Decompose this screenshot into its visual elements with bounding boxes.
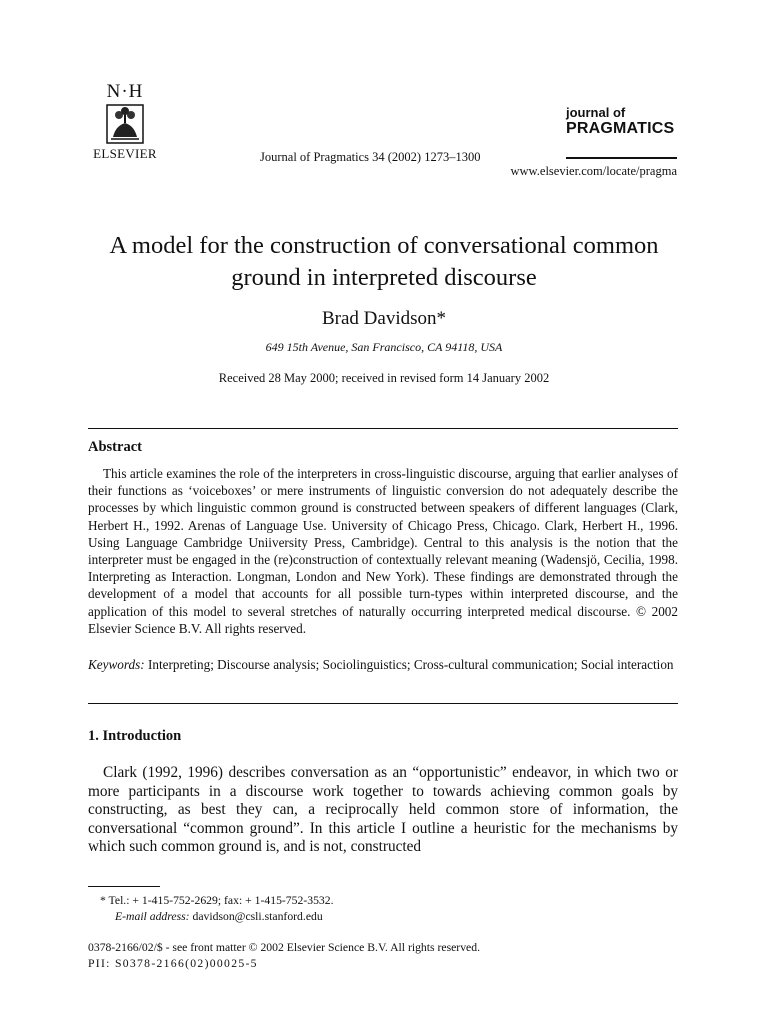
journal-logo — [566, 106, 674, 139]
abstract-text: This article examines the role of the interpreters in cross-linguistic discourse, arguing that earlier analyses of their functions as ‘voiceboxes’ or mere instruments of linguistic conversion do not adequately describe the processes by which linguistic common ground is constructed between speakers of different languages (Clark, Herbert H., 1992. Arenas of Language Use. University of Chicago Press, Chicago. Clark, Herbert H., 1996. Using Language Cambridge Uniiversity Press, Cambridge). Central to this analysis is the notion that the interpreter must be engaged in the (re)construction of contextually relevant meaning (Wadensjö, Cecilia, 1998. Interpreting as Interaction. Longman, London and New York). These findings are demonstrated through the development of a model that accounts for all possible turn-types within interpreted discourse, and the application of this model to several stretches of naturally occurring interpreted medical discourse. © 2002 Elsevier Science B.V. All rights reserved. — [88, 466, 678, 636]
journal-citation: Journal of Pragmatics 34 (2002) 1273–1300 — [260, 150, 481, 164]
keywords-list: Interpreting; Discourse analysis; Sociolinguistics; Cross-cultural communication; Social interaction — [147, 657, 674, 672]
elsevier-logo — [84, 82, 166, 161]
elsevier-tree-emblem-icon — [105, 103, 145, 145]
email-address-link[interactable]: davidson@csli.stanford.edu — [192, 910, 323, 923]
received-dates: Received 28 May 2000; received in revised form 14 January 2002 — [218, 371, 550, 385]
section-heading: 1. Introduction — [88, 728, 182, 744]
footnote-rule — [88, 886, 160, 887]
pii-line: PII: S0378-2166(02)00025-5 — [88, 957, 258, 970]
footnote-contact: * Tel.: + 1-415-752-2629; fax: + 1-415-752-3532. — [100, 894, 334, 907]
article-title: A model for the construction of conversational common ground in interpreted discourse — [109, 232, 659, 291]
abstract-top-rule — [88, 428, 678, 429]
keywords-label: Keywords: — [88, 657, 145, 672]
footnote-email — [115, 910, 323, 923]
logo-elsevier-text: ELSEVIER — [93, 146, 157, 161]
logo-nh-text: N·H — [106, 81, 144, 102]
body-paragraph: Clark (1992, 1996) describes conversation as an “opportunistic” endeavor, in which two or more participants in a discourse work together to towards achieving common goals by constructing, as best they can, a reciprocally held common store of information, the conversational “common ground”. In this article I outline a heuristic for the mechanisms by which such common ground is, and is not, constructed — [88, 764, 678, 856]
keywords — [88, 656, 678, 673]
email-label: E-mail address: — [115, 910, 190, 923]
author-name: Brad Davidson* — [321, 308, 446, 329]
journal-logo-large: PRAGMATICS — [566, 120, 675, 137]
front-matter-line: 0378-2166/02/$ - see front matter © 2002 Elsevier Science B.V. All rights reserved. — [88, 941, 480, 954]
abstract-bottom-rule — [88, 703, 678, 704]
journal-logo-small: journal of — [566, 105, 626, 120]
journal-logo-rule — [566, 157, 677, 159]
abstract-heading: Abstract — [88, 439, 142, 455]
author-affiliation: 649 15th Avenue, San Francisco, CA 94118, USA — [265, 340, 503, 354]
journal-url-link[interactable]: www.elsevier.com/locate/pragma — [510, 164, 677, 178]
